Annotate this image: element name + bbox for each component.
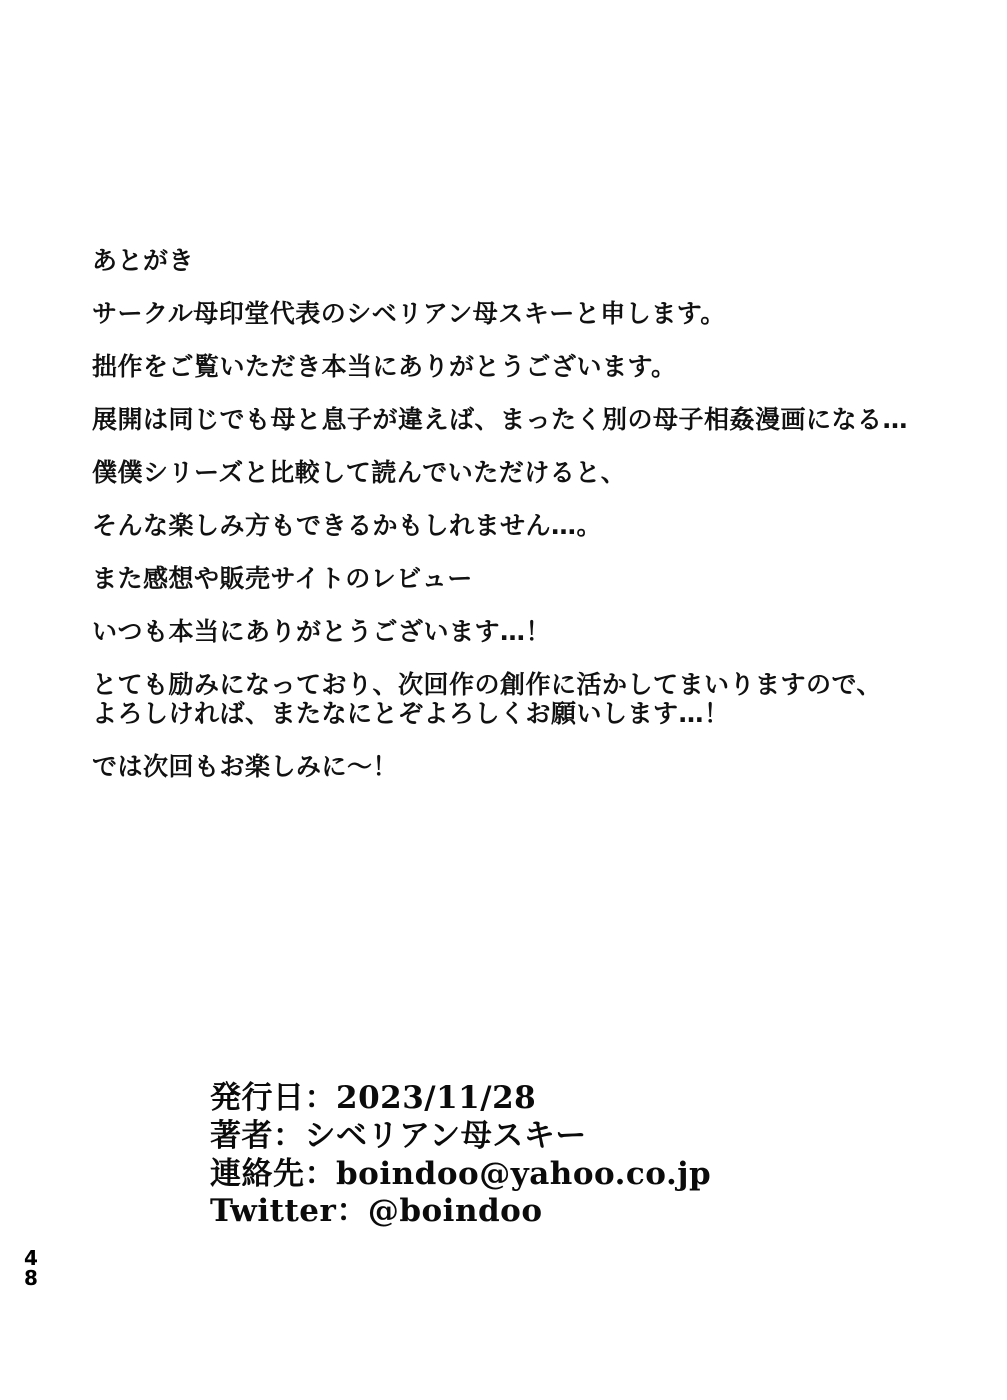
afterword-line: 拙作をご覧いただき本当にありがとうございます。 xyxy=(92,352,677,381)
page-number-digit: 8 xyxy=(24,1266,38,1291)
page-number-digit: 4 xyxy=(24,1246,38,1270)
colophon-contact-email: 連絡先：boindoo@yahoo.co.jp xyxy=(210,1155,712,1192)
afterword-line: 僕僕シリーズと比較して読んでいただけると、 xyxy=(92,458,627,487)
afterword-heading: あとがき xyxy=(92,246,195,275)
colophon-publish-date: 発行日：2023/11/28 xyxy=(210,1080,537,1116)
colophon-author: 著者：シベリアン母スキー xyxy=(210,1117,587,1154)
page-number xyxy=(18,1248,44,1289)
afterword-line: サークル母印堂代表のシベリアン母スキーと申します。 xyxy=(92,299,726,328)
afterword-line: また感想や販売サイトのレビュー xyxy=(92,564,473,593)
afterword-line: そんな楽しみ方もできるかもしれません…。 xyxy=(92,511,603,540)
colophon-section xyxy=(210,1080,970,1231)
afterword-line: いつも本当にありがとうございます…！ xyxy=(92,617,552,646)
colophon-twitter-handle: Twitter：@boindoo xyxy=(210,1193,543,1230)
afterword-line: よろしければ、またなにとぞよろしくお願いします…！ xyxy=(92,699,730,728)
afterword-line: では次回もお楽しみに〜！ xyxy=(92,752,399,781)
afterword-section xyxy=(92,248,922,779)
afterword-line: 展開は同じでも母と息子が違えば、まったく別の母子相姦漫画になる… xyxy=(92,405,909,434)
afterword-line: とても励みになっており、次回作の創作に活かしてまいりますので、 xyxy=(92,670,883,699)
